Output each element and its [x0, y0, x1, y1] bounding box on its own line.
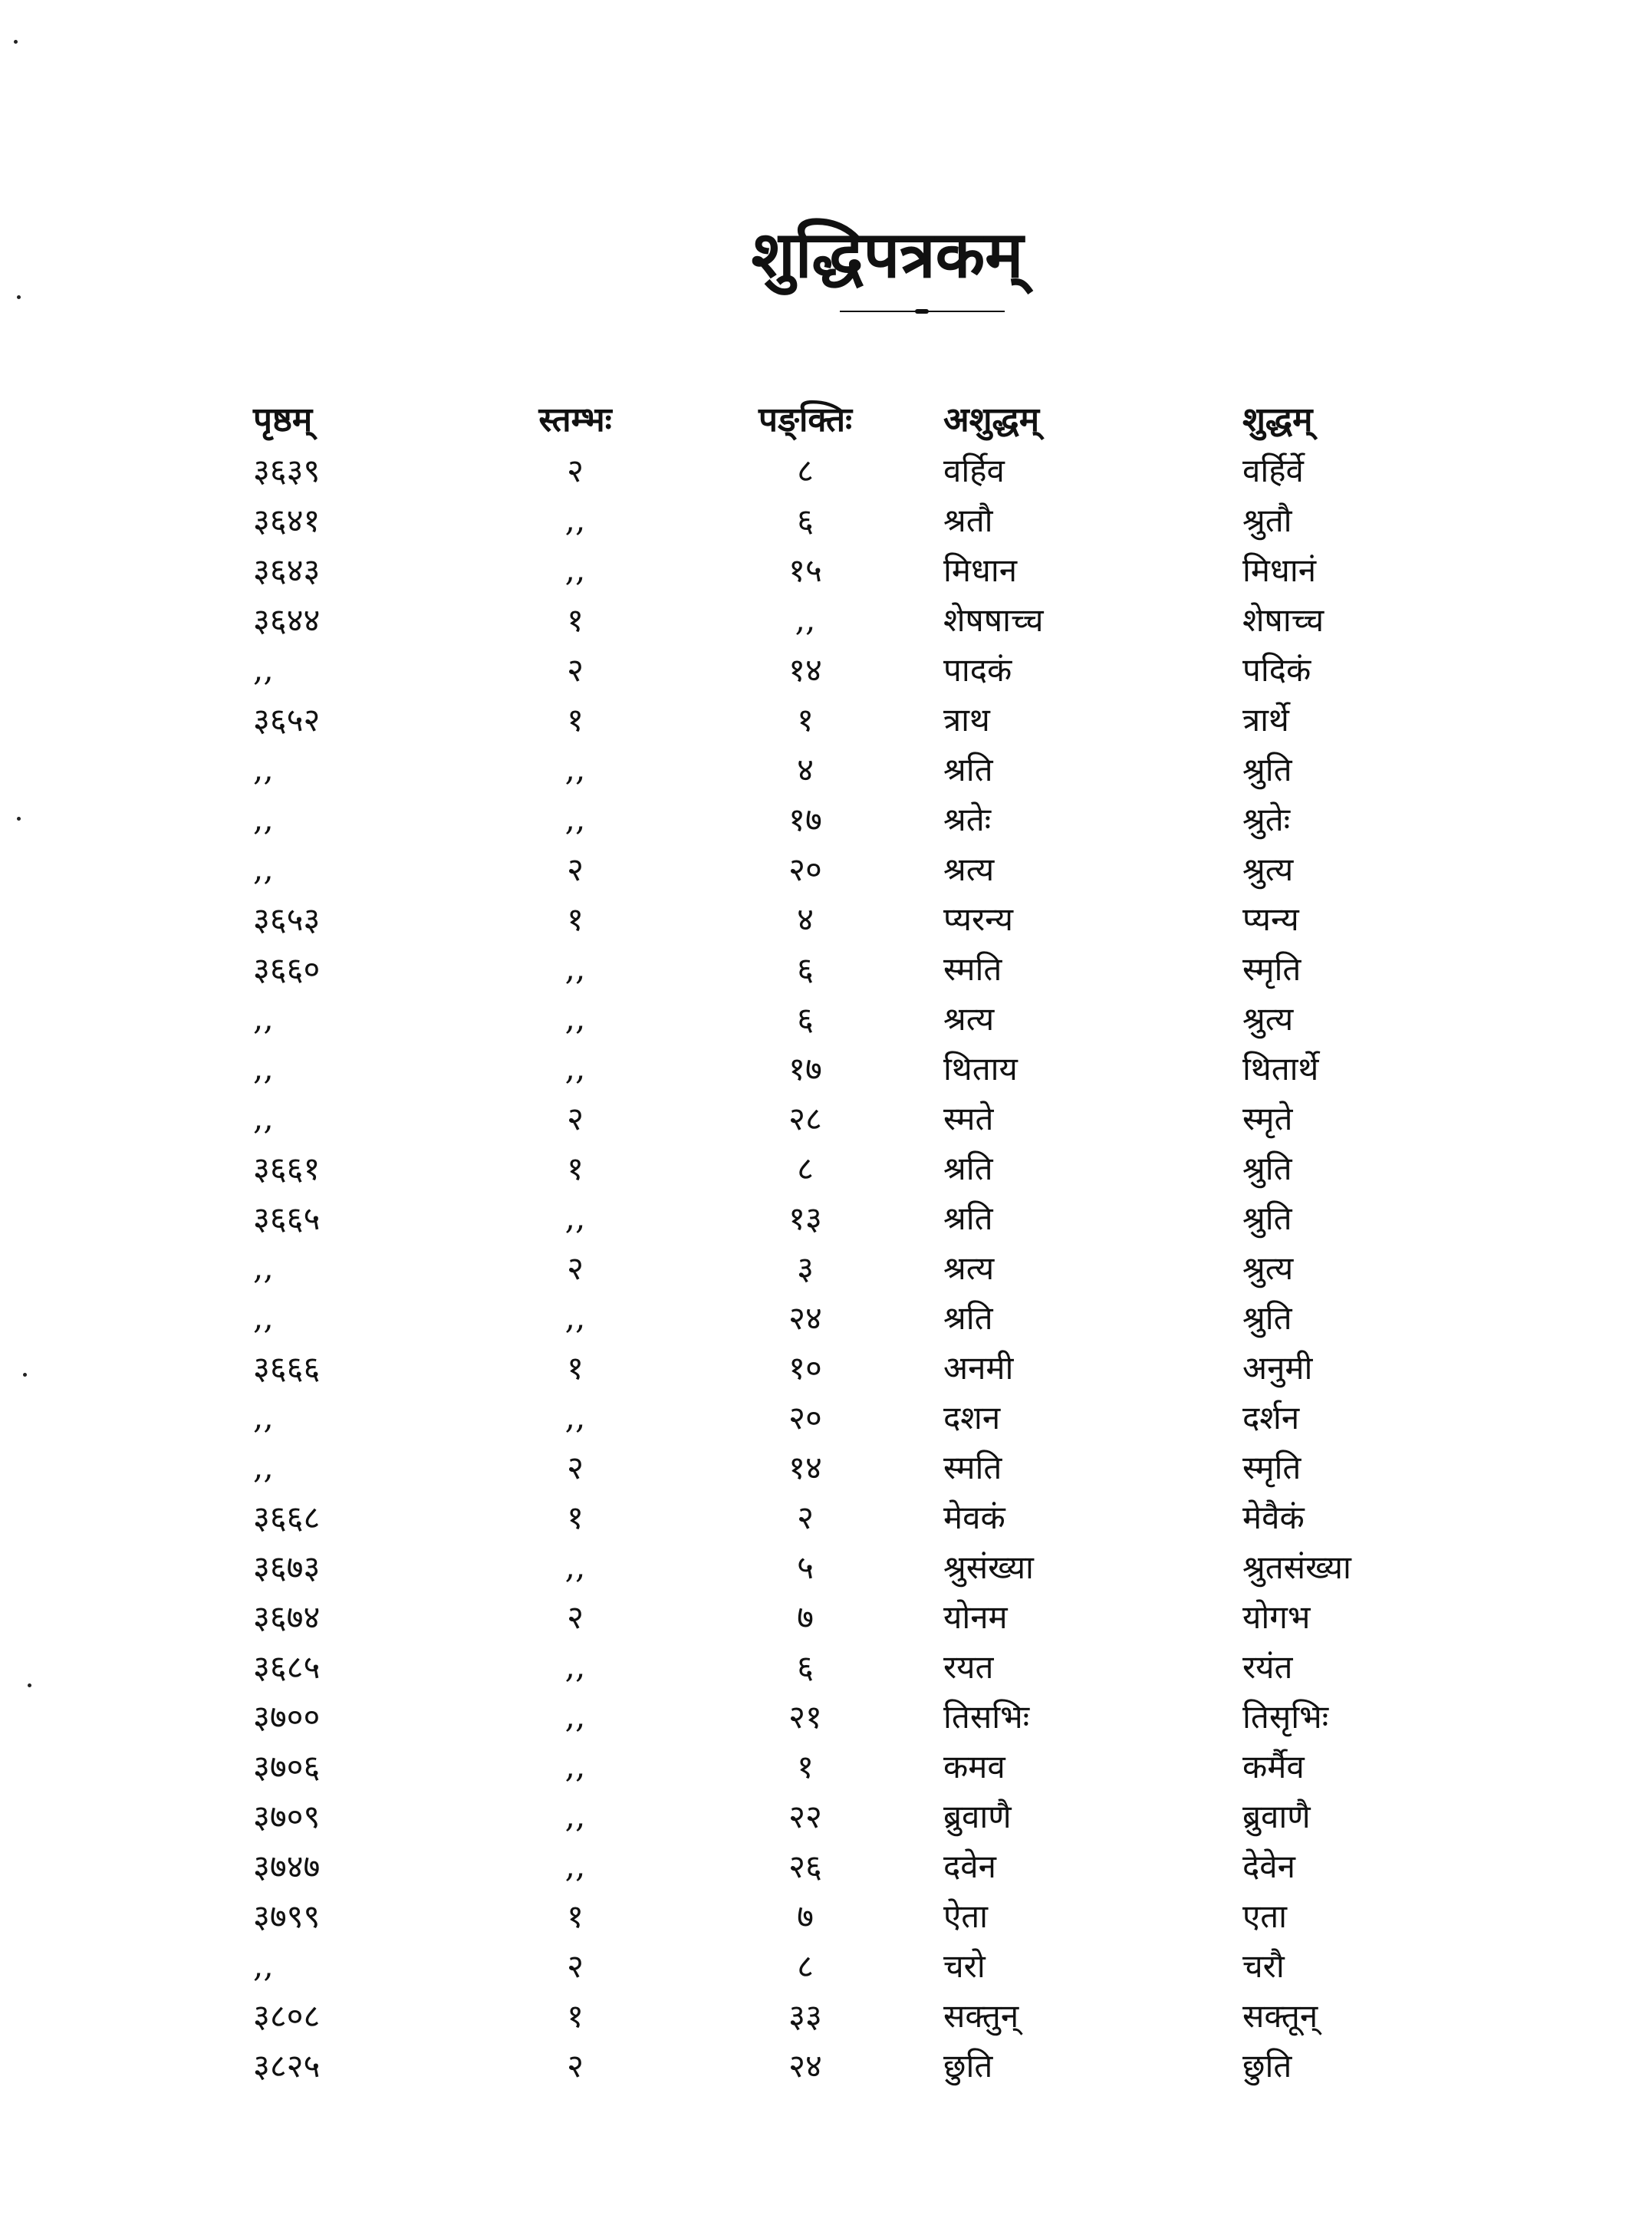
cell-correct: चरौ	[1242, 1947, 1285, 1985]
cell-page: ३७९९	[253, 1897, 321, 1935]
cell-page: ३६७४	[253, 1598, 321, 1636]
cell-line: ७	[797, 1598, 814, 1636]
cell-page: ३६५३	[253, 900, 321, 938]
cell-incorrect: ऐता	[943, 1897, 989, 1935]
cell-column: ,,	[564, 949, 586, 987]
table-row	[230, 694, 1473, 744]
cell-page: ३७००	[253, 1698, 321, 1736]
cell-page: ३६६१	[253, 1150, 321, 1187]
cell-column: १	[567, 1997, 584, 2035]
cell-page: ३६४१	[253, 502, 321, 539]
scan-speck	[14, 40, 18, 44]
cell-incorrect: स्मते	[943, 1100, 994, 1137]
cell-column: ,,	[564, 1747, 586, 1785]
cell-incorrect: त्राथ	[943, 701, 990, 739]
cell-column: ,,	[564, 1398, 586, 1436]
title-divider-ornament	[840, 309, 1005, 314]
cell-correct: श्रुति	[1242, 751, 1292, 788]
cell-correct: तिसृभिः	[1242, 1698, 1329, 1736]
cell-correct: देवेन	[1242, 1848, 1295, 1885]
cell-line: १०	[788, 1349, 822, 1387]
cell-page: ,,	[253, 1947, 274, 1984]
cell-incorrect: श्रत्य	[943, 1249, 995, 1287]
cell-page: ३६७३	[253, 1548, 321, 1586]
cell-line: १७	[788, 801, 822, 838]
cell-correct: मेवैकं	[1242, 1499, 1305, 1536]
table-row	[230, 495, 1473, 545]
cell-incorrect: श्रत्य	[943, 851, 995, 888]
cell-correct: एता	[1242, 1897, 1288, 1935]
cell-correct: मिधानं	[1242, 551, 1317, 589]
cell-incorrect: श्रति	[943, 751, 993, 788]
cell-line: ८	[797, 1150, 814, 1187]
cell-line: ७	[797, 1897, 814, 1935]
cell-line: १४	[788, 651, 822, 689]
cell-incorrect: मेवकं	[943, 1499, 1005, 1536]
cell-line: १५	[788, 551, 822, 589]
errata-table	[230, 391, 1473, 2090]
header-page: पृष्ठम्	[253, 400, 313, 439]
cell-line: २१	[788, 1698, 822, 1736]
cell-correct: श्रुत्य	[1242, 1249, 1294, 1287]
cell-incorrect: छुति	[943, 2047, 993, 2085]
cell-line: २८	[788, 1100, 822, 1137]
header-correct: शुद्धम्	[1242, 400, 1313, 439]
cell-column: ,,	[564, 1298, 586, 1336]
cell-incorrect: ब्रुवाणै	[943, 1798, 1012, 1835]
cell-line: २४	[788, 2047, 822, 2085]
cell-correct: श्रुति	[1242, 1150, 1292, 1187]
table-row	[230, 1791, 1473, 1841]
cell-line: १७	[788, 1050, 822, 1088]
table-row	[230, 1093, 1473, 1143]
cell-page: ,,	[253, 999, 274, 1037]
cell-page: ,,	[253, 800, 274, 838]
cell-column: ,,	[564, 551, 586, 588]
cell-column: २	[567, 1947, 584, 1985]
table-row	[230, 1990, 1473, 2040]
cell-line: ५	[797, 1548, 814, 1586]
cell-correct: स्मृते	[1242, 1100, 1293, 1137]
cell-correct: श्रुत्य	[1242, 1000, 1294, 1038]
cell-line: ६	[797, 1648, 814, 1686]
table-row	[230, 1691, 1473, 1741]
cell-incorrect: दशन	[943, 1399, 1001, 1437]
cell-incorrect: योनम	[943, 1598, 1008, 1636]
cell-line: २४	[788, 1299, 822, 1337]
cell-column: ,,	[564, 800, 586, 838]
cell-page: ३७४७	[253, 1848, 321, 1885]
cell-column: ,,	[564, 1797, 586, 1835]
cell-incorrect: दवेन	[943, 1848, 996, 1885]
cell-page: ३६५२	[253, 701, 321, 739]
cell-incorrect: वर्हिव	[943, 452, 1005, 489]
header-row	[230, 391, 1473, 445]
cell-page: ३६८५	[253, 1648, 321, 1686]
cell-incorrect: श्रुसंख्या	[943, 1548, 1034, 1586]
cell-column: ,,	[564, 501, 586, 538]
cell-correct: वर्हिर्वे	[1242, 452, 1304, 489]
cell-line: ६	[797, 502, 814, 539]
page-title: शुद्धिपत्रकम्	[751, 216, 1024, 293]
cell-incorrect: सक्तुन्	[943, 1997, 1019, 2035]
cell-page: ३६६५	[253, 1200, 321, 1237]
cell-page: ३८०८	[253, 1997, 321, 2035]
cell-column: २	[567, 452, 584, 489]
cell-incorrect: पादकं	[943, 651, 1012, 689]
cell-line: ,,	[795, 601, 816, 638]
cell-incorrect: स्मति	[943, 950, 1002, 988]
cell-line: २०	[788, 851, 822, 888]
cell-incorrect: थिताय	[943, 1050, 1018, 1088]
cell-incorrect: श्रतौ	[943, 502, 993, 539]
cell-incorrect: कमव	[943, 1748, 1005, 1785]
table-row	[230, 844, 1473, 894]
cell-column: २	[567, 1598, 584, 1636]
cell-correct: शेषाच्च	[1242, 601, 1325, 639]
table-row	[230, 993, 1473, 1043]
cell-column: ,,	[564, 1199, 586, 1236]
cell-correct: श्रुतसंख्या	[1242, 1548, 1351, 1586]
scan-speck	[17, 817, 21, 821]
cell-page: ३८२५	[253, 2047, 321, 2085]
cell-column: ,,	[564, 999, 586, 1037]
cell-column: १	[567, 1897, 584, 1935]
cell-correct: पदिकं	[1242, 651, 1311, 689]
header-column: स्तम्भः	[538, 400, 612, 439]
cell-incorrect: चरो	[943, 1947, 986, 1985]
cell-column: २	[567, 651, 584, 689]
cell-column: २	[567, 1449, 584, 1486]
cell-correct: अनुमी	[1242, 1349, 1313, 1387]
cell-page: ,,	[253, 1049, 274, 1087]
cell-column: १	[567, 601, 584, 639]
table-row	[230, 1641, 1473, 1691]
table-row	[230, 1492, 1473, 1542]
cell-page: ,,	[253, 1298, 274, 1336]
cell-page: ३७०६	[253, 1748, 321, 1785]
cell-correct: ब्रुवाणै	[1242, 1798, 1311, 1835]
cell-line: २६	[788, 1848, 822, 1885]
cell-line: ६	[797, 950, 814, 988]
cell-page: ,,	[253, 1249, 274, 1286]
cell-column: ,,	[564, 750, 586, 788]
cell-column: २	[567, 1249, 584, 1287]
cell-correct: थितार्थे	[1242, 1050, 1319, 1088]
cell-column: ,,	[564, 1049, 586, 1087]
cell-correct: श्रुतौ	[1242, 502, 1292, 539]
cell-line: ४	[797, 900, 814, 938]
cell-column: १	[567, 1150, 584, 1187]
cell-correct: श्रुत्य	[1242, 851, 1294, 888]
cell-correct: त्रार्थे	[1242, 701, 1289, 739]
cell-page: ३६६८	[253, 1499, 321, 1536]
cell-column: १	[567, 1499, 584, 1536]
cell-column: १	[567, 900, 584, 938]
table-row	[230, 1442, 1473, 1492]
cell-page: ३६६६	[253, 1349, 321, 1387]
cell-column: २	[567, 2047, 584, 2085]
errata-body	[230, 445, 1473, 2090]
cell-page: ,,	[253, 750, 274, 788]
cell-line: १	[797, 1748, 814, 1785]
cell-incorrect: प्यरन्य	[943, 900, 1013, 938]
cell-column: ,,	[564, 1647, 586, 1685]
table-row	[230, 1940, 1473, 1990]
cell-line: ४	[797, 751, 814, 788]
table-row	[230, 794, 1473, 844]
cell-column: १	[567, 701, 584, 739]
cell-line: १३	[788, 1200, 822, 1237]
cell-line: ३३	[788, 1997, 822, 2035]
cell-incorrect: श्रतेः	[943, 801, 992, 838]
cell-page: ३७०९	[253, 1798, 321, 1835]
cell-incorrect: रयत	[943, 1648, 994, 1686]
cell-correct: स्मृति	[1242, 950, 1302, 988]
cell-correct: दर्शन	[1242, 1399, 1300, 1437]
cell-incorrect: मिधान	[943, 551, 1018, 589]
cell-incorrect: श्रति	[943, 1150, 993, 1187]
cell-page: ,,	[253, 650, 274, 688]
cell-correct: योगभ	[1242, 1598, 1311, 1636]
table-row	[230, 2040, 1473, 2090]
table-row	[230, 644, 1473, 694]
cell-column: २	[567, 851, 584, 888]
cell-page: ३६४३	[253, 551, 321, 589]
header-line: पङ्क्तिः	[759, 400, 852, 439]
header-incorrect: अशुद्धम्	[943, 400, 1040, 439]
cell-line: ६	[797, 1000, 814, 1038]
scan-speck	[28, 1683, 31, 1687]
cell-line: १४	[788, 1449, 822, 1486]
cell-column: ,,	[564, 1847, 586, 1884]
table-row	[230, 1741, 1473, 1791]
cell-correct: प्यन्य	[1242, 900, 1299, 938]
table-row	[230, 445, 1473, 495]
cell-incorrect: श्रति	[943, 1200, 993, 1237]
cell-line: ८	[797, 1947, 814, 1985]
table-row	[230, 1342, 1473, 1392]
table-row	[230, 1043, 1473, 1093]
cell-line: ८	[797, 452, 814, 489]
cell-incorrect: शेषषाच्च	[943, 601, 1044, 639]
cell-line: १	[797, 701, 814, 739]
cell-correct: सक्तून्	[1242, 1997, 1318, 2035]
cell-correct: कर्मैव	[1242, 1748, 1305, 1785]
divider-dot	[915, 309, 929, 314]
table-row	[230, 594, 1473, 644]
cell-incorrect: तिसभिः	[943, 1698, 1030, 1736]
cell-page: ३६३९	[253, 452, 321, 489]
table-row	[230, 1542, 1473, 1591]
table-row	[230, 1242, 1473, 1292]
cell-column: १	[567, 1349, 584, 1387]
cell-correct: श्रुति	[1242, 1299, 1292, 1337]
cell-column: ,,	[564, 1697, 586, 1735]
cell-incorrect: श्रत्य	[943, 1000, 995, 1038]
table-row	[230, 744, 1473, 794]
table-row	[230, 1292, 1473, 1342]
cell-line: २	[797, 1499, 814, 1536]
cell-page: ,,	[253, 1099, 274, 1137]
cell-line: २०	[788, 1399, 822, 1437]
cell-correct: रयंत	[1242, 1648, 1293, 1686]
table-row	[230, 1591, 1473, 1641]
cell-line: २२	[788, 1798, 822, 1835]
table-row	[230, 1891, 1473, 1940]
table-row	[230, 894, 1473, 943]
table-row	[230, 1143, 1473, 1193]
cell-incorrect: स्मति	[943, 1449, 1002, 1486]
cell-line: ३	[797, 1249, 814, 1287]
cell-page: ,,	[253, 1448, 274, 1486]
cell-correct: स्मृति	[1242, 1449, 1302, 1486]
cell-page: ,,	[253, 850, 274, 887]
table-row	[230, 1392, 1473, 1442]
cell-incorrect: अनमी	[943, 1349, 1014, 1387]
cell-incorrect: श्रति	[943, 1299, 993, 1337]
cell-column: २	[567, 1100, 584, 1137]
table-row	[230, 1841, 1473, 1891]
cell-correct: छुति	[1242, 2047, 1292, 2085]
cell-page: ३६४४	[253, 601, 321, 639]
cell-page: ,,	[253, 1398, 274, 1436]
scan-speck	[23, 1373, 27, 1377]
cell-correct: श्रुतेः	[1242, 801, 1291, 838]
cell-column: ,,	[564, 1548, 586, 1585]
table-row	[230, 545, 1473, 594]
cell-page: ३६६०	[253, 950, 321, 988]
scan-speck	[17, 295, 21, 299]
cell-correct: श्रुति	[1242, 1200, 1292, 1237]
table-row	[230, 1193, 1473, 1242]
table-row	[230, 943, 1473, 993]
